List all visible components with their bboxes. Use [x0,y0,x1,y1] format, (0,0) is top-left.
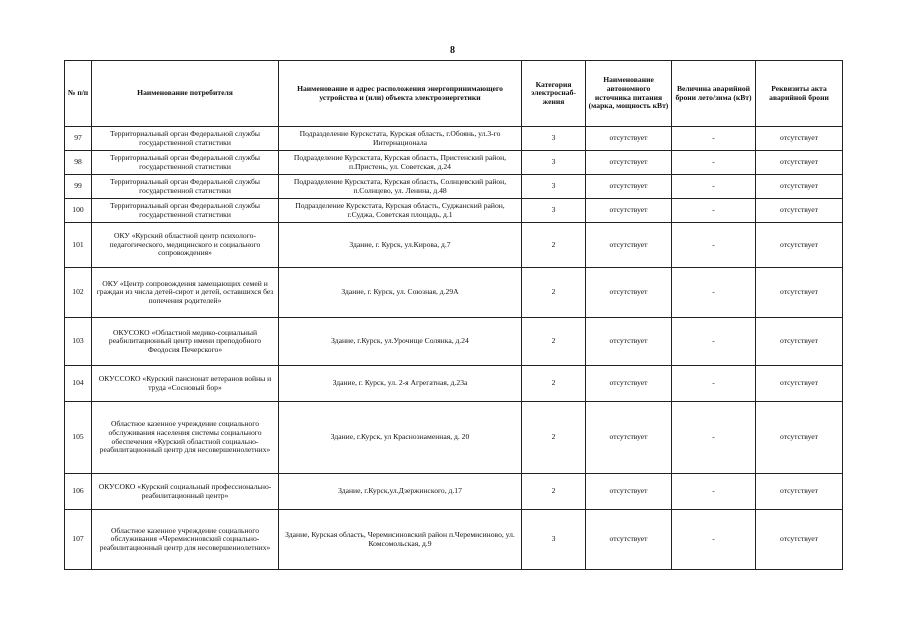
cell-act: отсутствует [756,175,843,199]
cell-consumer: Областное казенное учреждение социального обслуживания населения системы социального обеспечения «Курский областной социально-реабилитационный центр для несовершеннолетних» [92,402,279,474]
cell-object: Здание, г.Курск, ул Краснознаменная, д. 20 [279,402,522,474]
cell-category: 3 [522,151,586,175]
cell-act: отсутствует [756,366,843,402]
cell-consumer: ОКУССОКО «Курский пансионат ветеранов войны и труда «Сосновый бор» [92,366,279,402]
cell-act: отсутствует [756,318,843,366]
table-row [65,366,843,402]
cell-source: отсутствует [586,366,672,402]
cell-object: Здание, г.Курск, ул.Урочище Солянка, д.24 [279,318,522,366]
table-row [65,127,843,151]
cell-category: 3 [522,127,586,151]
cell-source: отсутствует [586,127,672,151]
cell-consumer: ОКУСОКО «Курский социальный профессионально-реабилитационный центр» [92,474,279,510]
cell-object: Подразделение Курскстата, Курская область, г.Обоянь, ул.3-го Интернационала [279,127,522,151]
cell-reserve: - [672,510,756,570]
cell-consumer: ОКУ «Курский областной центр психолого-педагогического, медицинского и социального сопровождения» [92,223,279,268]
cell-reserve: - [672,402,756,474]
cell-category: 2 [522,366,586,402]
consumers-table [64,60,843,570]
cell-act: отсутствует [756,402,843,474]
cell-consumer: ОКУСОКО «Областной медико-социальный реабилитационный центр имени преподобного Феодосия Печерского» [92,318,279,366]
header-category: Категория электроснаб-жения [522,61,586,127]
cell-source: отсутствует [586,402,672,474]
table-row [65,474,843,510]
table-row [65,151,843,175]
cell-object: Здание, г. Курск, ул.Кирова, д.7 [279,223,522,268]
cell-object: Здание, г. Курск, ул. Союзная, д.29А [279,268,522,318]
cell-act: отсутствует [756,510,843,570]
cell-object: Подразделение Курскстата, Курская область, Солнцевский район, п.Солнцево, ул. Ленина, д.48 [279,175,522,199]
cell-reserve: - [672,268,756,318]
cell-reserve: - [672,151,756,175]
cell-reserve: - [672,175,756,199]
table-row [65,199,843,223]
table-row [65,318,843,366]
cell-object: Здание, г.Курск,ул.Дзержинского, д.17 [279,474,522,510]
cell-category: 2 [522,268,586,318]
table-row [65,223,843,268]
cell-reserve: - [672,199,756,223]
cell-act: отсутствует [756,127,843,151]
cell-num: 106 [65,474,92,510]
cell-num: 107 [65,510,92,570]
cell-consumer: Территориальный орган Федеральной службы государственной статистики [92,175,279,199]
cell-category: 2 [522,402,586,474]
cell-category: 2 [522,318,586,366]
cell-source: отсутствует [586,318,672,366]
header-consumer: Наименование потребителя [92,61,279,127]
table-row [65,175,843,199]
cell-consumer: ОКУ «Центр сопровождения замещающих семей и граждан из числа детей-сирот и детей, оставшихся без попечения родителей» [92,268,279,318]
cell-consumer: Территориальный орган Федеральной службы государственной статистики [92,127,279,151]
cell-object: Подразделение Курскстата, Курская область, Пристенский район, п.Пристень, ул. Советская, д.24 [279,151,522,175]
header-object: Наименование и адрес расположения энергопринимающего устройства и (или) объекта электроэнергетики [279,61,522,127]
cell-num: 97 [65,127,92,151]
cell-act: отсутствует [756,223,843,268]
cell-category: 3 [522,199,586,223]
cell-consumer: Территориальный орган Федеральной службы государственной статистики [92,199,279,223]
cell-reserve: - [672,318,756,366]
cell-act: отсутствует [756,268,843,318]
cell-consumer: Областное казенное учреждение социального обслуживания «Черемисиновский социально-реабилитационный центр для несовершеннолетних» [92,510,279,570]
cell-source: отсутствует [586,474,672,510]
cell-act: отсутствует [756,199,843,223]
cell-num: 98 [65,151,92,175]
cell-source: отсутствует [586,151,672,175]
cell-object: Здание, г. Курск, ул. 2-я Агрегатная, д.23а [279,366,522,402]
cell-source: отсутствует [586,175,672,199]
cell-reserve: - [672,127,756,151]
page-number: 8 [450,45,455,56]
table-header-row [65,61,843,127]
header-act: Реквизиты акта аварийной брони [756,61,843,127]
table-row [65,402,843,474]
cell-category: 2 [522,223,586,268]
cell-consumer: Территориальный орган Федеральной службы государственной статистики [92,151,279,175]
cell-source: отсутствует [586,510,672,570]
cell-act: отсутствует [756,474,843,510]
cell-reserve: - [672,223,756,268]
cell-source: отсутствует [586,223,672,268]
cell-category: 3 [522,510,586,570]
cell-num: 100 [65,199,92,223]
table-row [65,510,843,570]
cell-num: 104 [65,366,92,402]
cell-category: 2 [522,474,586,510]
table-row [65,268,843,318]
cell-source: отсутствует [586,199,672,223]
cell-reserve: - [672,474,756,510]
cell-reserve: - [672,366,756,402]
cell-num: 105 [65,402,92,474]
cell-num: 99 [65,175,92,199]
cell-object: Подразделение Курскстата, Курская область, Суджанский район, г.Суджа, Советская площадь, д.1 [279,199,522,223]
header-source: Наименование автономного источника питания (марка, мощность кВт) [586,61,672,127]
header-num: № п/п [65,61,92,127]
cell-act: отсутствует [756,151,843,175]
cell-source: отсутствует [586,268,672,318]
cell-category: 3 [522,175,586,199]
cell-num: 103 [65,318,92,366]
cell-num: 101 [65,223,92,268]
cell-num: 102 [65,268,92,318]
cell-object: Здание, Курская область, Черемисиновский район п.Черемисиново, ул. Комсомольская, д.9 [279,510,522,570]
header-reserve: Величина аварийной брони лето/зима (кВт) [672,61,756,127]
